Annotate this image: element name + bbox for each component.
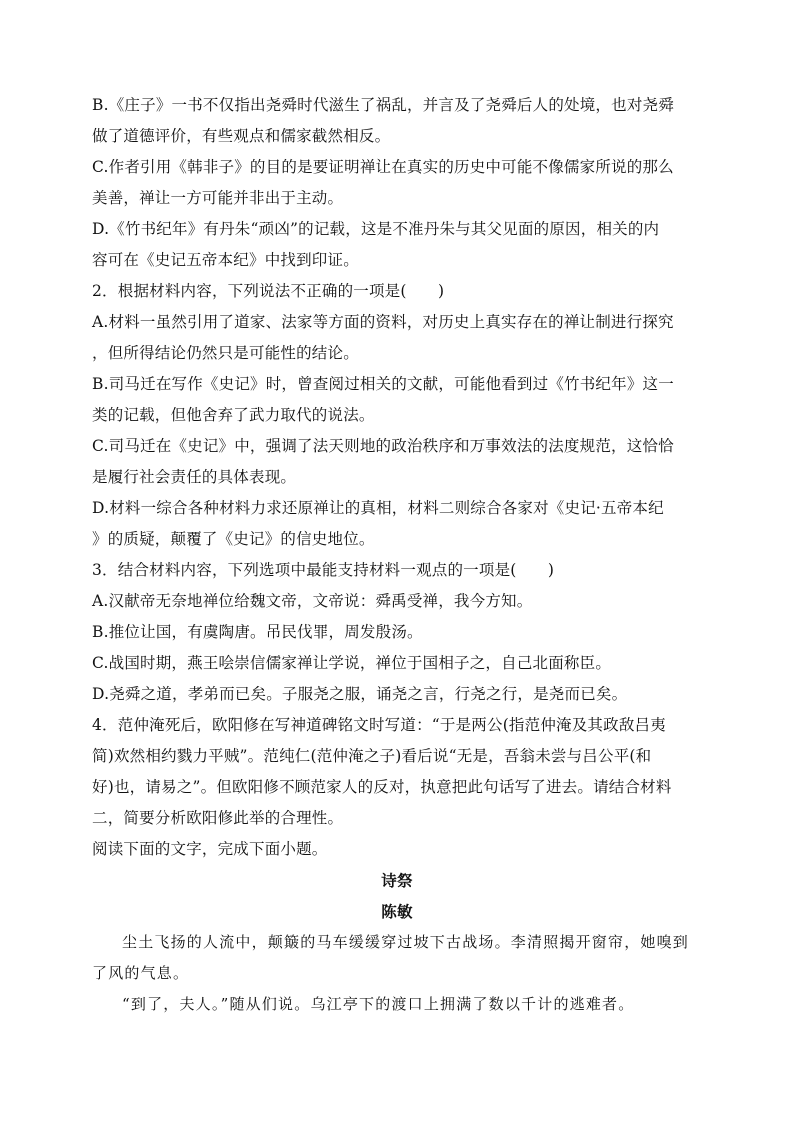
story-author: 陈敏 [381, 902, 413, 921]
text-line: 美善，禅让一方可能并非出于主动。 [92, 189, 344, 207]
text-line: D.材料一综合各种材料力求还原禅让的真相，材料二则综合各家对《史记·五帝本纪 [92, 499, 664, 517]
text-line: B.司马迁在写作《史记》时，曾查阅过相关的文献，可能他看到过《竹书纪年》这一 [92, 375, 674, 393]
text-line: 简)欢然相约戮力平贼”。范纯仁(范仲淹之子)看后说“无是，吾翁未尝与吕公平(和 [92, 747, 652, 765]
text-line: 是履行社会责任的具体表现。 [92, 468, 297, 486]
question-2-stem: 2．根据材料内容，下列说法不正确的一项是( ) [92, 282, 445, 300]
text-line: 类的记载，但他舍弃了武力取代的说法。 [92, 406, 375, 424]
text-line: C.战国时期，燕王哙崇信儒家禅让学说，禅位于国相子之，自己北面称臣。 [92, 654, 612, 672]
question-3-stem: 3．结合材料内容，下列选项中最能支持材料一观点的一项是( ) [92, 561, 555, 579]
reading-instruction: 阅读下面的文字，完成下面小题。 [92, 840, 328, 858]
text-line: 好)也，请易之”。但欧阳修不顾范家人的反对，执意把此句话写了进去。请结合材料 [92, 778, 672, 796]
story-paragraph-line: “到了，夫人。”随从们说。乌江亭下的渡口上拥满了数以千计的逃难者。 [122, 995, 635, 1013]
text-line: D.《竹书纪年》有丹朱“顽凶”的记载，这是不准丹朱与其父见面的原因，相关的内 [92, 220, 660, 238]
text-line: 容可在《史记五帝本纪》中找到印证。 [92, 251, 359, 269]
story-title: 诗祭 [381, 871, 413, 890]
text-line: A.材料一虽然引用了道家、法家等方面的资料，对历史上真实存在的禅让制进行探究 [92, 313, 674, 331]
text-line: 二，简要分析欧阳修此举的合理性。 [92, 809, 344, 827]
text-line: 做了道德评价，有些观点和儒家截然相反。 [92, 127, 391, 145]
text-line: D.尧舜之道，孝弟而已矣。子服尧之服，诵尧之言，行尧之行，是尧而已矣。 [92, 685, 628, 703]
text-line: C.司马迁在《史记》中，强调了法天则地的政治秩序和万事效法的法度规范，这恰恰 [92, 437, 674, 455]
story-paragraph-line: 了风的气息。 [92, 964, 190, 982]
text-line: A.汉献帝无奈地禅位给魏文帝，文帝说：舜禹受禅，我今方知。 [92, 592, 533, 610]
document-page [92, 90, 702, 1020]
story-paragraph-line: 尘土飞扬的人流中，颠簸的马车缓缓穿过坡下古战场。李清照揭开窗帘，她嗅到 [122, 933, 690, 951]
text-line: ，但所得结论仍然只是可能性的结论。 [92, 344, 359, 362]
text-line: C.作者引用《韩非子》的目的是要证明禅让在真实的历史中可能不像儒家所说的那么 [92, 158, 674, 176]
text-line: B.推位让国，有虞陶唐。吊民伐罪，周发殷汤。 [92, 623, 423, 641]
text-line: B.《庄子》一书不仅指出尧舜时代滋生了祸乱，并言及了尧舜后人的处境，也对尧舜 [92, 96, 674, 114]
question-4-stem: 4．范仲淹死后，欧阳修在写神道碑铭文时写道：“于是两公(指范仲淹及其政敌吕夷 [92, 716, 666, 734]
text-line: 》的质疑，颠覆了《史记》的信史地位。 [92, 530, 375, 548]
